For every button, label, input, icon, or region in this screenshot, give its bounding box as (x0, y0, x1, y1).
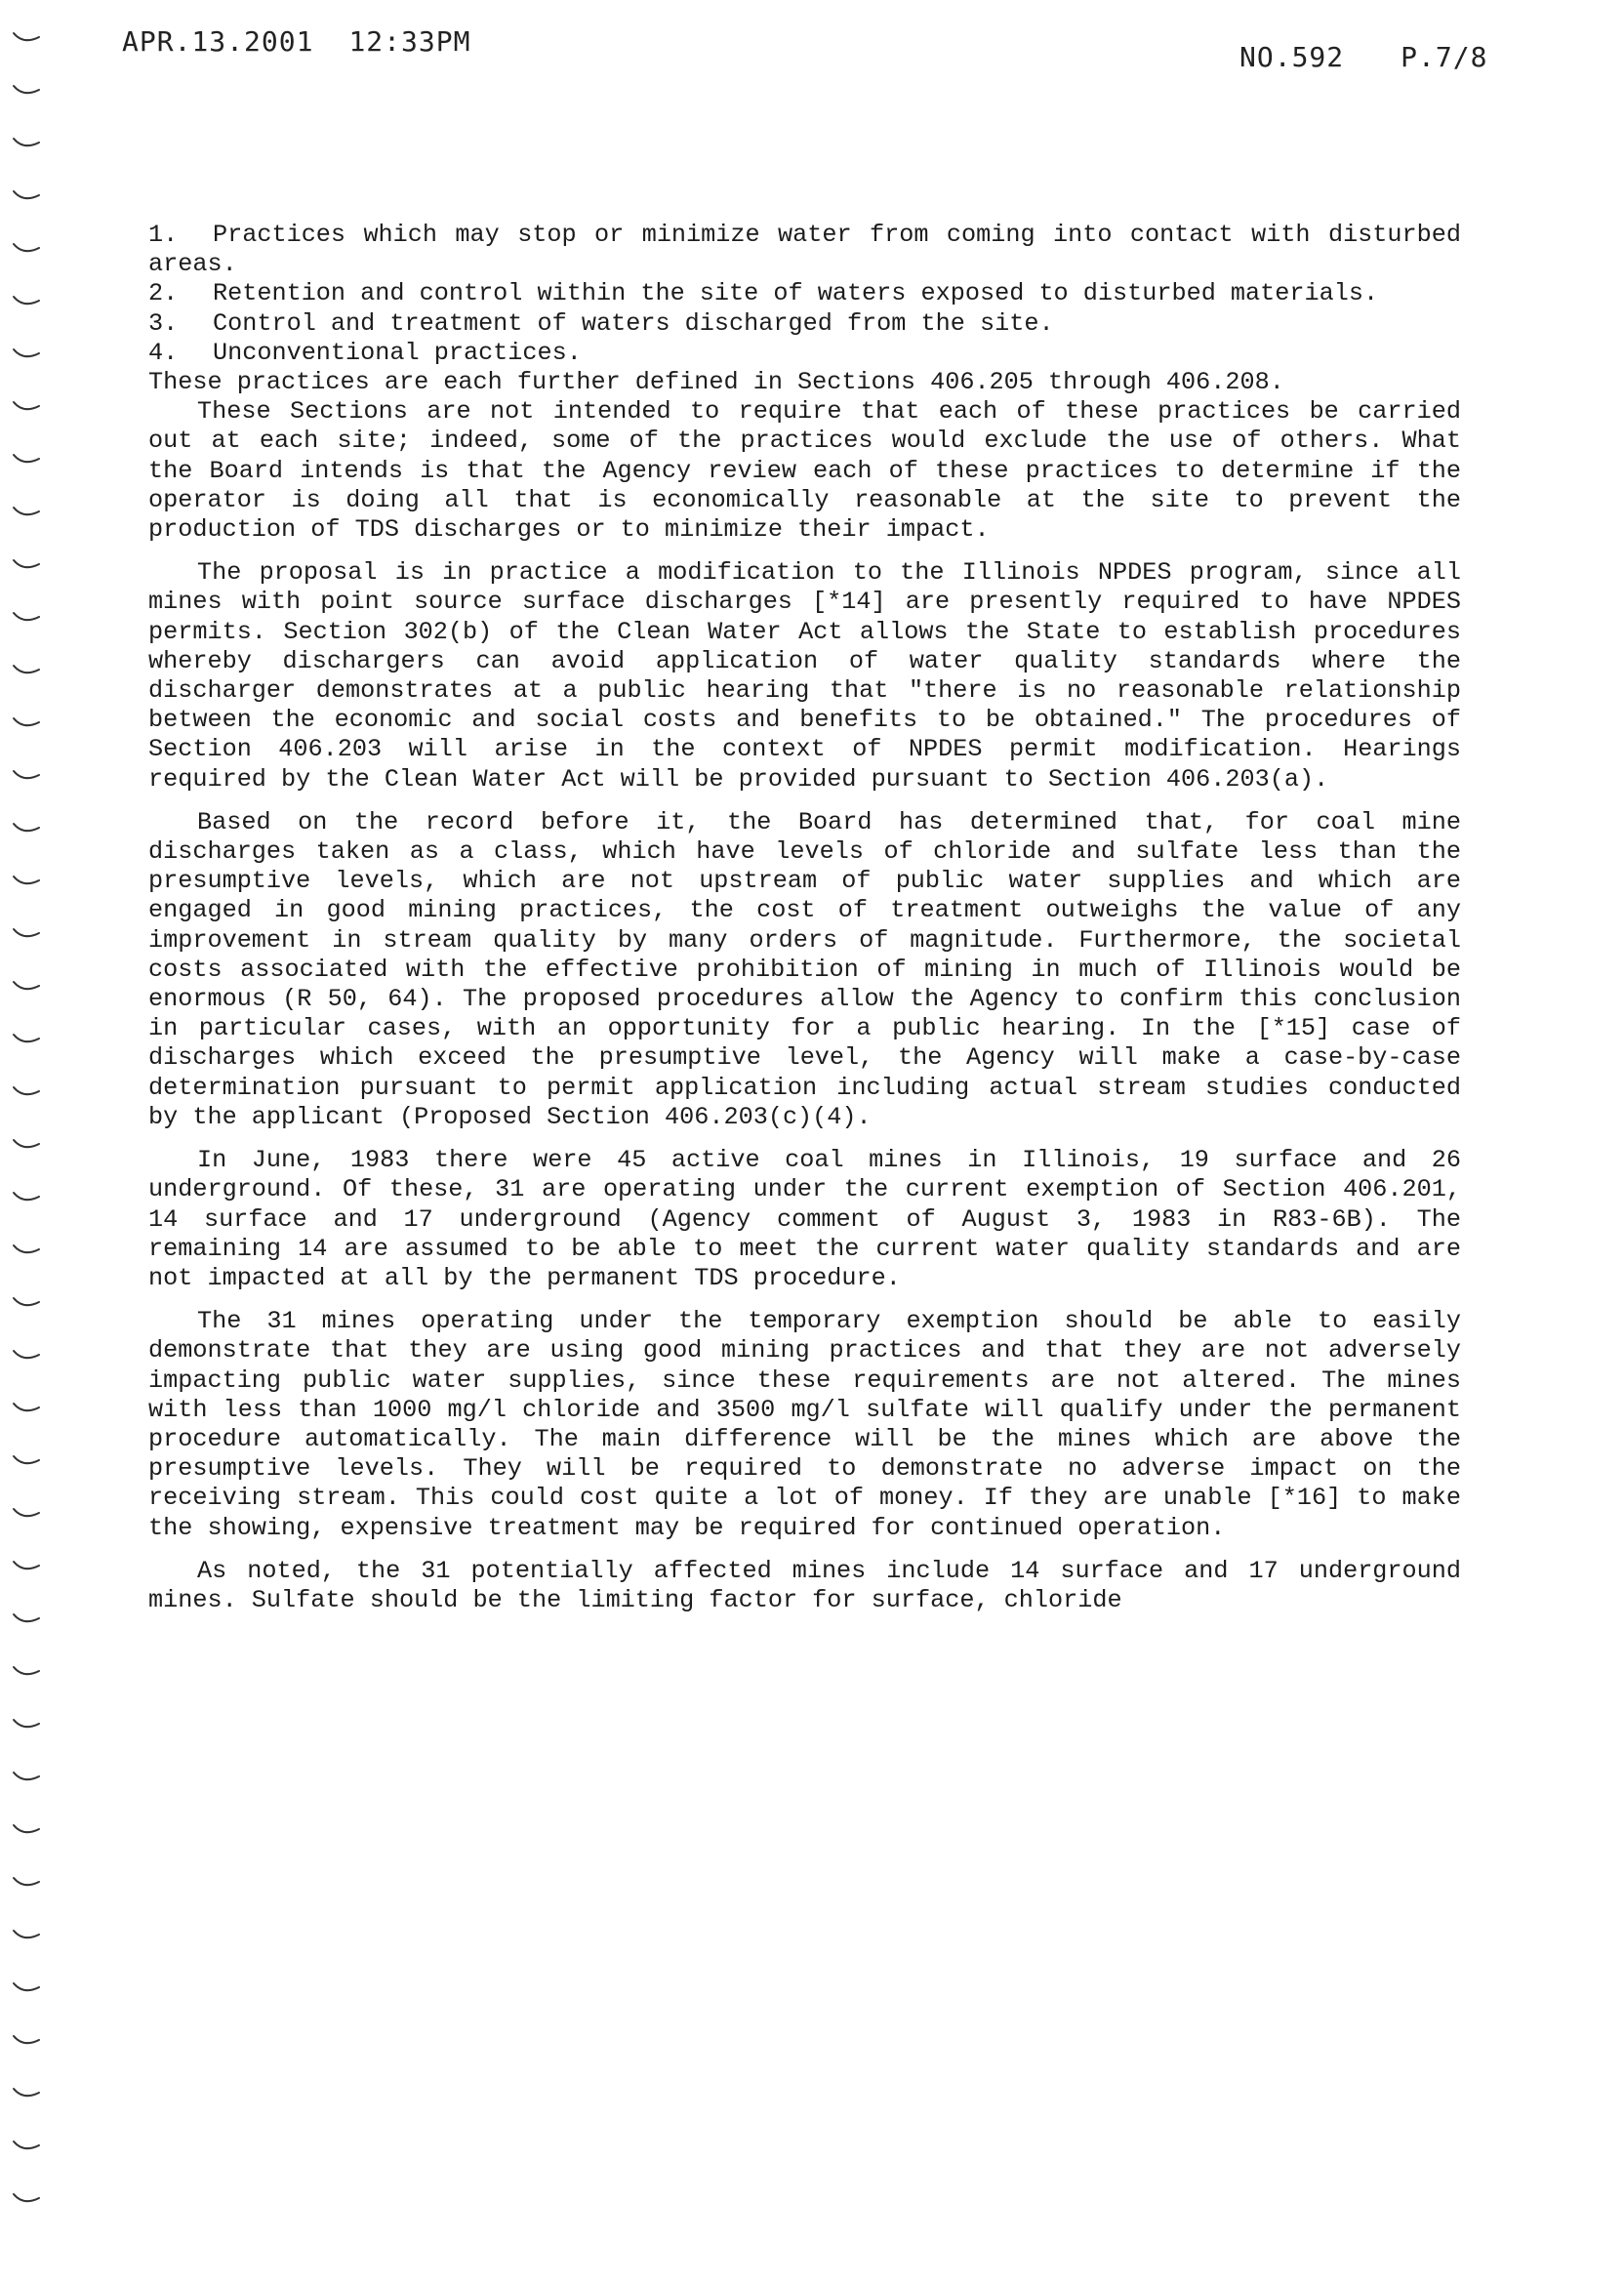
binding-mark (14, 139, 39, 145)
binding-mark (14, 1245, 39, 1252)
list-item-text: Unconventional practices. (213, 338, 582, 367)
binding-mark (14, 1509, 39, 1516)
binding-mark (14, 1035, 39, 1041)
body-paragraph: As noted, the 31 potentially affected mines include 14 surface and 17 underground mines. Sulfate should be the limiting factor for surface, chloride (148, 1556, 1461, 1614)
list-item-text: Practices which may stop or minimize water from coming into contact with disturbed areas. (148, 221, 1461, 279)
binding-mark (14, 718, 39, 725)
binding-mark (14, 1614, 39, 1621)
body-paragraph: The 31 mines operating under the temporary exemption should be able to easily demonstrate that they are using good mining practices and that they are not adversely impacting public water supplies, since these requirements are not altered. The mines with less than 1000 mg/l chloride and 3500 mg/l sulfate will qualify under the permanent procedure automatically. The main difference will be the mines which are above the presumptive levels. They will be required to demonstrate no adverse impact on the receiving stream. This could cost quite a lot of money. If they are unable [*16] to make the showing, expensive treatment may be required for continued operation. (148, 1307, 1461, 1542)
fax-number: NO.592 (1239, 41, 1345, 73)
binding-mark (14, 2036, 39, 2043)
binding-mark (14, 666, 39, 672)
list-item-number: 2. (148, 279, 179, 308)
binding-mark (14, 455, 39, 462)
binding-mark (14, 1193, 39, 1200)
list-item-text: Control and treatment of waters discharged from the site. (213, 308, 1054, 338)
binding-mark (14, 2089, 39, 2096)
binding-mark (14, 86, 39, 93)
binding-mark (14, 1351, 39, 1358)
fax-date: APR.13.2001 (122, 25, 314, 58)
binding-mark (14, 1825, 39, 1832)
binding-mark (14, 613, 39, 620)
binding-mark (14, 1456, 39, 1463)
fax-header (0, 0, 1624, 88)
binding-mark (14, 1878, 39, 1885)
binding-mark (14, 824, 39, 831)
binding-mark (14, 191, 39, 198)
binding-mark (14, 876, 39, 883)
binding-mark (14, 1140, 39, 1147)
definition-sentence: These practices are each further defined in Sections 406.205 through 406.208. (148, 368, 1284, 397)
binding-marks (0, 0, 68, 2282)
binding-mark (14, 1720, 39, 1727)
binding-mark (14, 982, 39, 989)
binding-mark (14, 2141, 39, 2148)
list-item-number: 4. (148, 338, 179, 367)
binding-mark (14, 1931, 39, 1937)
list-item (148, 221, 1461, 279)
binding-mark (14, 349, 39, 356)
document-body (148, 221, 1461, 1629)
list-item (148, 279, 1461, 308)
body-paragraph: In June, 1983 there were 45 active coal mines in Illinois, 19 surface and 26 underground. Of these, 31 are operating under the current exemption of Section 406.201, 14 surface and 17 underground (Agency comment of August 3, 1983 in R83-6B). The remaining 14 are assumed to be able to meet the current water quality standards and are not impacted at all by the permanent TDS procedure. (148, 1146, 1461, 1292)
binding-mark (14, 1298, 39, 1305)
binding-mark (14, 560, 39, 567)
binding-mark (14, 2194, 39, 2201)
list-item-number: 3. (148, 308, 179, 338)
list-item (148, 309, 1461, 339)
binding-mark (14, 1983, 39, 1990)
binding-mark (14, 929, 39, 936)
body-paragraph: Based on the record before it, the Board has determined that, for coal mine discharges taken as a class, which have levels of chloride and sulfate less than the presumptive levels, which are not upstream of public water supplies and which are engaged in good mining practices, the cost of treatment outweighs the value of any improvement in stream quality by many orders of magnitude. Furthermore, the societal costs associated with the effective prohibition of mining in much of Illinois would be enormous (R 50, 64). The proposed procedures allow the Agency to confirm this conclusion in particular cases, with an opportunity for a public hearing. In the [*15] case of discharges which exceed the presumptive level, the Agency will make a case-by-case determination pursuant to permit application including actual stream studies conducted by the applicant (Proposed Section 406.203(c)(4). (148, 807, 1461, 1131)
binding-mark (14, 1087, 39, 1094)
binding-mark (14, 1773, 39, 1779)
fax-timestamp (122, 25, 470, 58)
binding-mark (14, 771, 39, 778)
binding-mark (14, 33, 39, 40)
fax-page-number: P.7/8 (1401, 41, 1488, 73)
body-paragraph: The proposal is in practice a modification to the Illinois NPDES program, since all mines with point source surface discharges [*14] are presently required to have NPDES permits. Section 302(b) of the Clean Water Act allows the State to establish procedures whereby dischargers can avoid application of water quality standards where the discharger demonstrates at a public hearing that "there is no reasonable relationship between the economic and social costs and benefits to be obtained." The procedures of Section 406.203 will arise in the context of NPDES permit modification. Hearings required by the Clean Water Act will be provided pursuant to Section 406.203(a). (148, 558, 1461, 794)
binding-mark (14, 297, 39, 304)
binding-mark (14, 402, 39, 409)
binding-mark (14, 1404, 39, 1410)
list-item (148, 339, 1461, 368)
body-paragraph: These Sections are not intended to require that each of these practices be carried out at each site; indeed, some of the practices would exclude the use of others. What the Board intends is that the Agency review each of these practices to determine if the operator is doing all that is economically reasonable at the site to prevent the production of TDS discharges or to minimize their impact. (148, 397, 1461, 545)
list-item-number: 1. (148, 221, 179, 249)
binding-mark (14, 244, 39, 251)
binding-mark (14, 1562, 39, 1569)
fax-time: 12:33PM (348, 25, 471, 58)
list-item-text: Retention and control within the site of waters exposed to disturbed materials. (213, 279, 1379, 308)
binding-mark (14, 508, 39, 514)
fax-page-info (1239, 41, 1487, 73)
binding-mark (14, 1667, 39, 1674)
